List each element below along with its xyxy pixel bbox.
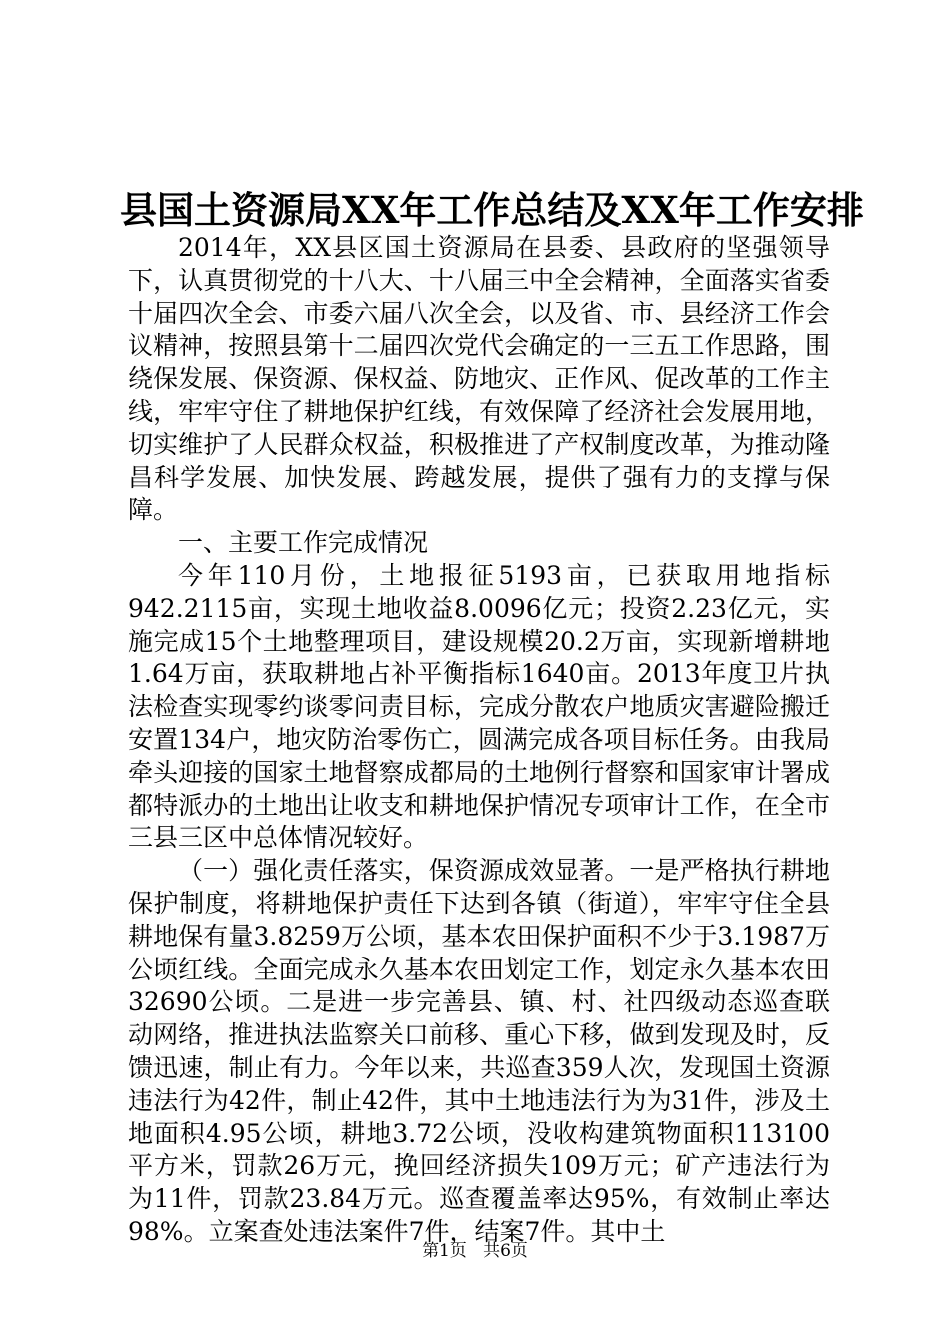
document-body xyxy=(128,232,830,1249)
paragraph-overview: 今年110月份，土地报征5193亩，已获取用地指标942.2115亩，实现土地收益8.0096亿元；投资2.23亿元，实施完成15个土地整理项目，建设规模20.2万亩，实现新增耕地1.64万亩，获取耕地占补平衡指标1640亩。2013年度卫片执法检查实现零约谈零问责目标，完成分散农户地质灾害避险搬迁安置134户，地灾防治零伤亡，圆满完成各项目标任务。由我局牵头迎接的国家土地督察成都局的土地例行督察和国家审计署成都特派办的土地出让收支和耕地保护情况专项审计工作，在全市三县三区中总体情况较好。 xyxy=(128,560,830,853)
page-separator xyxy=(472,1241,477,1261)
page-total: 共6页 xyxy=(483,1241,528,1261)
section-heading: 一、主要工作完成情况 xyxy=(178,528,429,558)
page-footer xyxy=(0,1239,950,1263)
paragraph-intro: 2014年，XX县区国土资源局在县委、县政府的坚强领导下，认真贯彻党的十八大、十八届三中全会精神，全面落实省委十届四次全会、市委六届八次全会，以及省、市、县经济工作会议精神，按照县第十二届四次党代会确定的一三五工作思路，围绕保发展、保资源、保权益、防地灾、正作风、促改革的工作主线，牢牢守住了耕地保护红线，有效保障了经济社会发展用地，切实维护了人民群众权益，积极推进了产权制度改革，为推动隆昌科学发展、加快发展、跨越发展，提供了强有力的支撑与保障。 xyxy=(128,233,830,525)
paragraph-section-1: （一）强化责任落实，保资源成效显著。一是严格执行耕地保护制度，将耕地保护责任下达到各镇（街道），牢牢守住全县耕地保有量3.8259万公顷，基本农田保护面积不少于3.1987万公顷红线。全面完成永久基本农田划定工作，划定永久基本农田32690公顷。二是进一步完善县、镇、村、社四级动态巡查联动网络，推进执法监察关口前移、重心下移，做到发现及时，反馈迅速，制止有力。今年以来，共巡查359人次，发现国土资源违法行为42件，制止42件，其中土地违法行为为31件，涉及土地面积4.95公顷，耕地3.72公顷，没收构建筑物面积113100平方米，罚款26万元，挽回经济损失109万元；矿产违法行为为11件，罚款23.84万元。巡查覆盖率达95%，有效制止率达98%。立案查处违法案件7件，结案7件。其中土 xyxy=(128,856,830,1246)
page-number: 第1页 xyxy=(422,1241,467,1261)
document-title: 县国土资源局XX年工作总结及XX年工作安排 xyxy=(120,188,864,232)
